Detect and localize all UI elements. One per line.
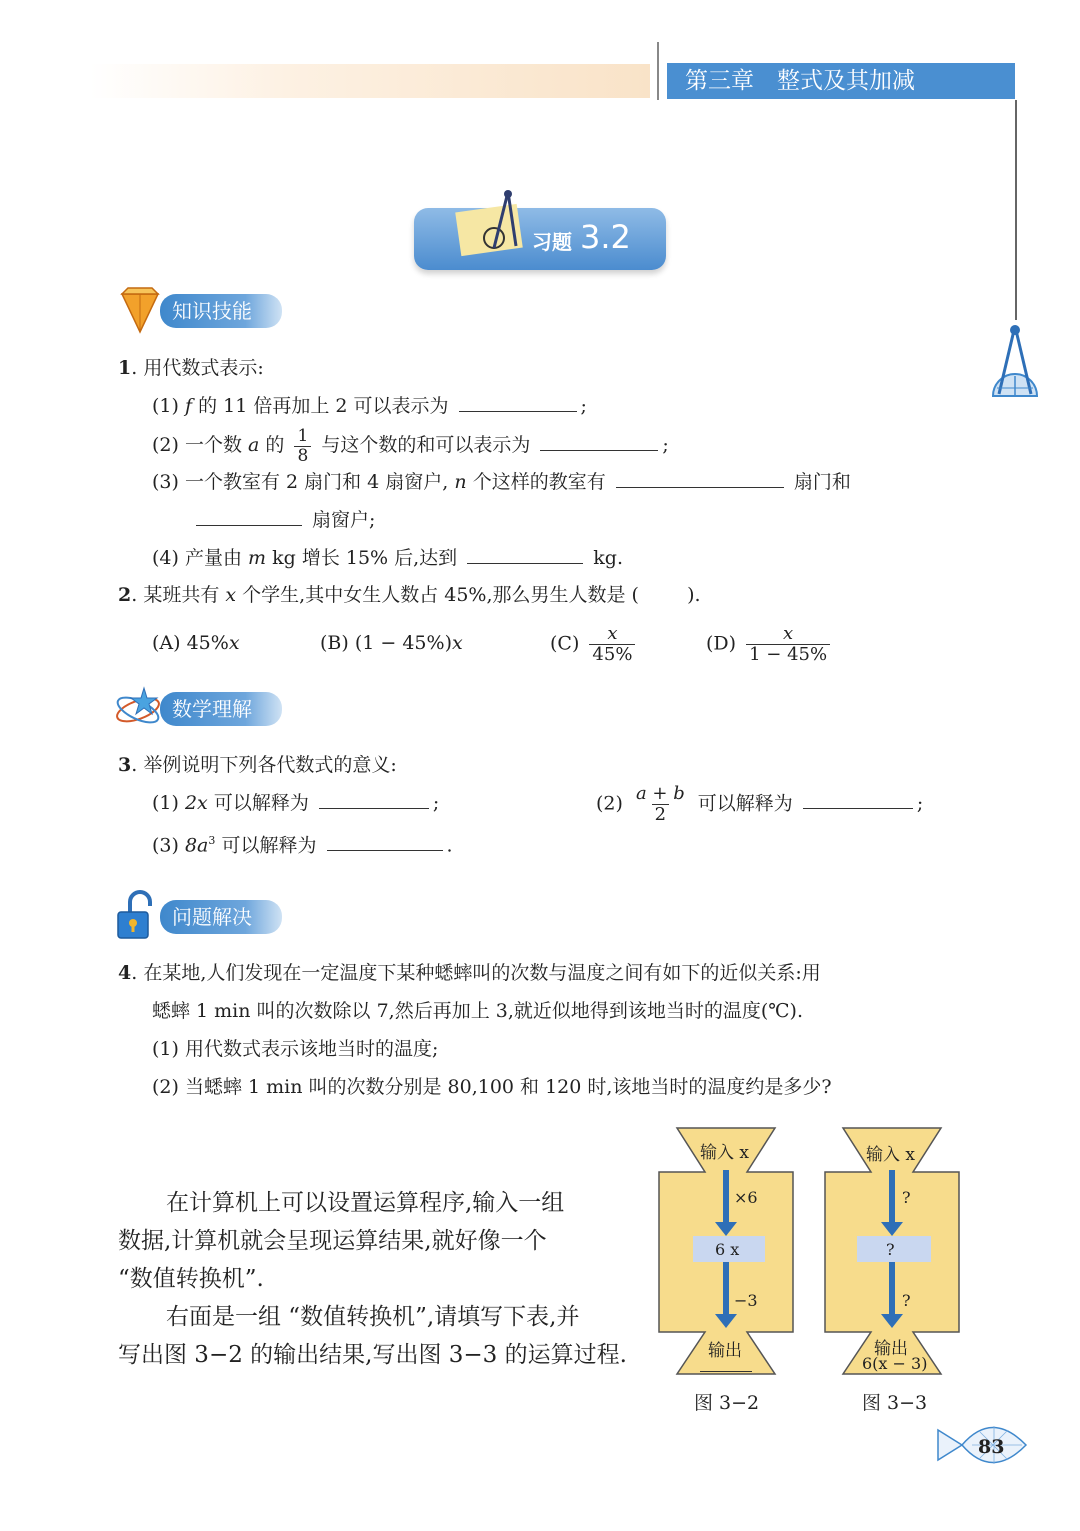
- badge-label-num: 3.2: [580, 218, 631, 256]
- q3-part3: [152, 822, 453, 864]
- q4-line1-text: 在某地,人们发现在一定温度下某种蟋蟀叫的次数与温度之间有如下的近似关系:用: [143, 962, 821, 984]
- side-para2-line1: 右面是一组 “数值转换机”,请填写下表,并: [166, 1304, 580, 1330]
- badge-label-small: 习题: [532, 230, 572, 254]
- q4-line2: 蟋蟀 1 min 叫的次数除以 7,然后再加上 3,就近似地得到该地当时的温度(℃).: [152, 1000, 803, 1022]
- compass-icon: [472, 186, 528, 258]
- q1-stem: 1. 用代数式表示:: [118, 357, 264, 379]
- q3-p3-expr-sup: 3: [208, 834, 216, 847]
- q2-c-fraction: [589, 624, 635, 665]
- side-para1-line2: 数据,计算机就会呈现运算结果,就好像一个: [118, 1228, 547, 1254]
- q2-option-c[interactable]: [550, 624, 639, 665]
- q1-p2-end: ;: [662, 434, 669, 456]
- q2-option-d[interactable]: [706, 624, 834, 665]
- q1-p3-answer-blank-doors[interactable]: [616, 469, 784, 488]
- fraction-denominator: 2: [652, 804, 669, 825]
- fraction-denominator: 8: [294, 446, 311, 466]
- q2-stem-c: ).: [687, 584, 701, 606]
- q1-p1-end: ;: [580, 395, 587, 417]
- q3-p2-fraction: [633, 784, 688, 825]
- q2-b-var: x: [452, 632, 463, 654]
- q1-p2-label: (2): [152, 434, 179, 456]
- q1-p1-var: f: [184, 395, 193, 417]
- q3-p3-label: (3): [152, 834, 179, 857]
- fig1-step1: ×6: [734, 1188, 758, 1207]
- q2-stem-a: 某班共有: [143, 584, 220, 606]
- fraction-denominator: 1 − 45%: [746, 644, 830, 665]
- q2-a-label: (A): [152, 632, 181, 654]
- q1-p3-text-b: 个这样的教室有: [472, 471, 606, 493]
- q1-p2-text-a: 一个数: [184, 434, 242, 456]
- q1-p2-fraction: [294, 427, 311, 465]
- q1-p1-text: 的 11 倍再加上 2 可以表示为: [198, 395, 449, 417]
- q3-part1: [152, 784, 439, 822]
- q1-p2-text-b: 的: [265, 434, 285, 456]
- section-label-understanding: 数学理解: [160, 692, 282, 726]
- side-para1-line1: 在计算机上可以设置运算程序,输入一组: [166, 1190, 565, 1216]
- q1-p3-label: (3): [152, 471, 179, 493]
- page-number: 83: [978, 1436, 1005, 1458]
- q1-p4-text-a: 产量由: [184, 547, 242, 569]
- side-para1-line3: “数值转换机”.: [118, 1266, 264, 1292]
- q1-part1: [152, 387, 587, 425]
- fig1-output-label: 输出: [708, 1341, 742, 1361]
- q3-p1-label: (1): [152, 792, 179, 814]
- fig1-input-label: 输入 x: [700, 1143, 749, 1163]
- q2-d-fraction: [746, 624, 830, 665]
- q3-p2-end: ;: [916, 792, 924, 815]
- q2-b-text: (1 − 45%): [354, 632, 452, 654]
- section-label-problem-solving: 问题解决: [160, 900, 282, 934]
- side-para2-line2: 写出图 3−2 的输出结果,写出图 3−3 的运算过程.: [118, 1342, 627, 1368]
- q4-part2: (2) 当蟋蟀 1 min 叫的次数分别是 80,100 和 120 时,该地当时的温度约是多少?: [152, 1076, 832, 1098]
- q3-p2-text: 可以解释为: [697, 792, 793, 815]
- fig2-input-label: 输入 x: [866, 1145, 915, 1165]
- fig1-caption: 图 3−2: [694, 1392, 760, 1414]
- q3-p3-end: .: [446, 834, 453, 857]
- fraction-numerator: x: [607, 623, 618, 644]
- fig2-step2[interactable]: ?: [902, 1291, 911, 1310]
- side-paragraph: [118, 1184, 638, 1374]
- q1-p4-var: m: [248, 547, 267, 569]
- q1-part3-cont: [192, 501, 375, 539]
- q1-p3-text-a: 一个教室有 2 扇门和 4 扇窗户,: [184, 471, 449, 493]
- q3-p1-expr: 2x: [184, 792, 208, 814]
- q3-stem-text: 举例说明下列各代数式的意义:: [143, 754, 397, 776]
- fig2-output-expr: 6(x − 3): [862, 1354, 928, 1373]
- q3-p2-label: (2): [596, 792, 623, 815]
- q2-stem-var: x: [225, 584, 237, 606]
- q4-line1: 4. 在某地,人们发现在一定温度下某种蟋蟀叫的次数与温度之间有如下的近似关系:用: [118, 962, 821, 984]
- q2-option-a[interactable]: [152, 624, 240, 662]
- header-divider: [657, 42, 659, 100]
- q1-number: 1: [118, 357, 132, 379]
- fig2-step1[interactable]: ?: [902, 1188, 911, 1207]
- q1-p4-text-c: kg.: [593, 547, 623, 569]
- q2-a-text: 45%: [186, 632, 229, 654]
- fraction-numerator: x: [783, 623, 794, 644]
- fraction-denominator: 45%: [589, 644, 635, 665]
- fig1-output-blank[interactable]: [700, 1371, 752, 1372]
- fraction-numerator: 1: [297, 425, 309, 446]
- q1-p1-label: (1): [152, 395, 179, 417]
- q1-p3-text-d: 扇窗户;: [312, 509, 376, 531]
- q1-part2: [152, 426, 669, 465]
- q1-p2-var: a: [248, 434, 260, 456]
- q1-p3-var: n: [454, 471, 467, 493]
- margin-rule: [1015, 100, 1017, 320]
- q1-p2-text-c: 与这个数的和可以表示为: [321, 434, 531, 456]
- q1-part4: [152, 539, 623, 577]
- q1-p2-answer-blank[interactable]: [540, 432, 658, 451]
- q2-c-label: (C): [550, 632, 580, 655]
- fig2-caption: 图 3−3: [862, 1392, 928, 1414]
- q2-b-label: (B): [320, 632, 349, 654]
- q3-part2: [596, 784, 923, 825]
- padlock-icon: [116, 890, 162, 940]
- atom-star-icon: [114, 686, 164, 730]
- header-gradient-strip: [90, 64, 650, 98]
- q3-p2-answer-blank[interactable]: [803, 790, 913, 809]
- q2-a-var: x: [228, 632, 240, 654]
- section-label-knowledge: 知识技能: [160, 294, 282, 328]
- fig1-step2: −3: [734, 1291, 758, 1310]
- q2-stem: 2. 某班共有 x 个学生,其中女生人数占 45%,那么男生人数是 ( ).: [118, 584, 701, 606]
- q4-part1: (1) 用代数式表示该地当时的温度;: [152, 1038, 439, 1060]
- q3-p3-expr-base: 8a: [184, 834, 209, 857]
- q3-p1-text: 可以解释为: [213, 792, 309, 814]
- fig2-output-label: 输出: [874, 1339, 908, 1359]
- diamond-pendant-icon: [118, 286, 162, 334]
- q1-part3: [152, 463, 851, 501]
- q3-p3-text: 可以解释为: [221, 834, 317, 857]
- q1-p3-answer-blank-windows[interactable]: [196, 507, 302, 526]
- q3-p3-answer-blank[interactable]: [327, 832, 443, 851]
- q3-p1-answer-blank[interactable]: [319, 790, 429, 809]
- q1-stem-text: 用代数式表示:: [143, 357, 264, 379]
- chapter-title: 第三章 整式及其加减: [667, 63, 1015, 99]
- fig2-middle-expr[interactable]: ?: [886, 1240, 895, 1259]
- q3-p1-end: ;: [432, 792, 440, 814]
- fraction-numerator: a + b: [635, 783, 685, 804]
- q3-number: 3: [118, 754, 132, 776]
- q2-option-b[interactable]: [320, 624, 463, 662]
- q4-number: 4: [118, 962, 132, 984]
- q2-d-label: (D): [706, 632, 737, 655]
- q2-stem-b: 个学生,其中女生人数占 45%,那么男生人数是 (: [242, 584, 639, 606]
- q1-p1-answer-blank[interactable]: [459, 393, 577, 412]
- compass-protractor-icon: [985, 320, 1045, 400]
- q1-p3-text-c: 扇门和: [793, 471, 851, 493]
- q3-stem: 3. 举例说明下列各代数式的意义:: [118, 754, 397, 776]
- fig1-middle-expr: 6 x: [715, 1240, 740, 1259]
- q1-p4-answer-blank[interactable]: [467, 545, 583, 564]
- q1-p4-label: (4): [152, 547, 179, 569]
- q2-number: 2: [118, 584, 132, 606]
- q1-p4-text-b: kg 增长 15% 后,达到: [272, 547, 458, 569]
